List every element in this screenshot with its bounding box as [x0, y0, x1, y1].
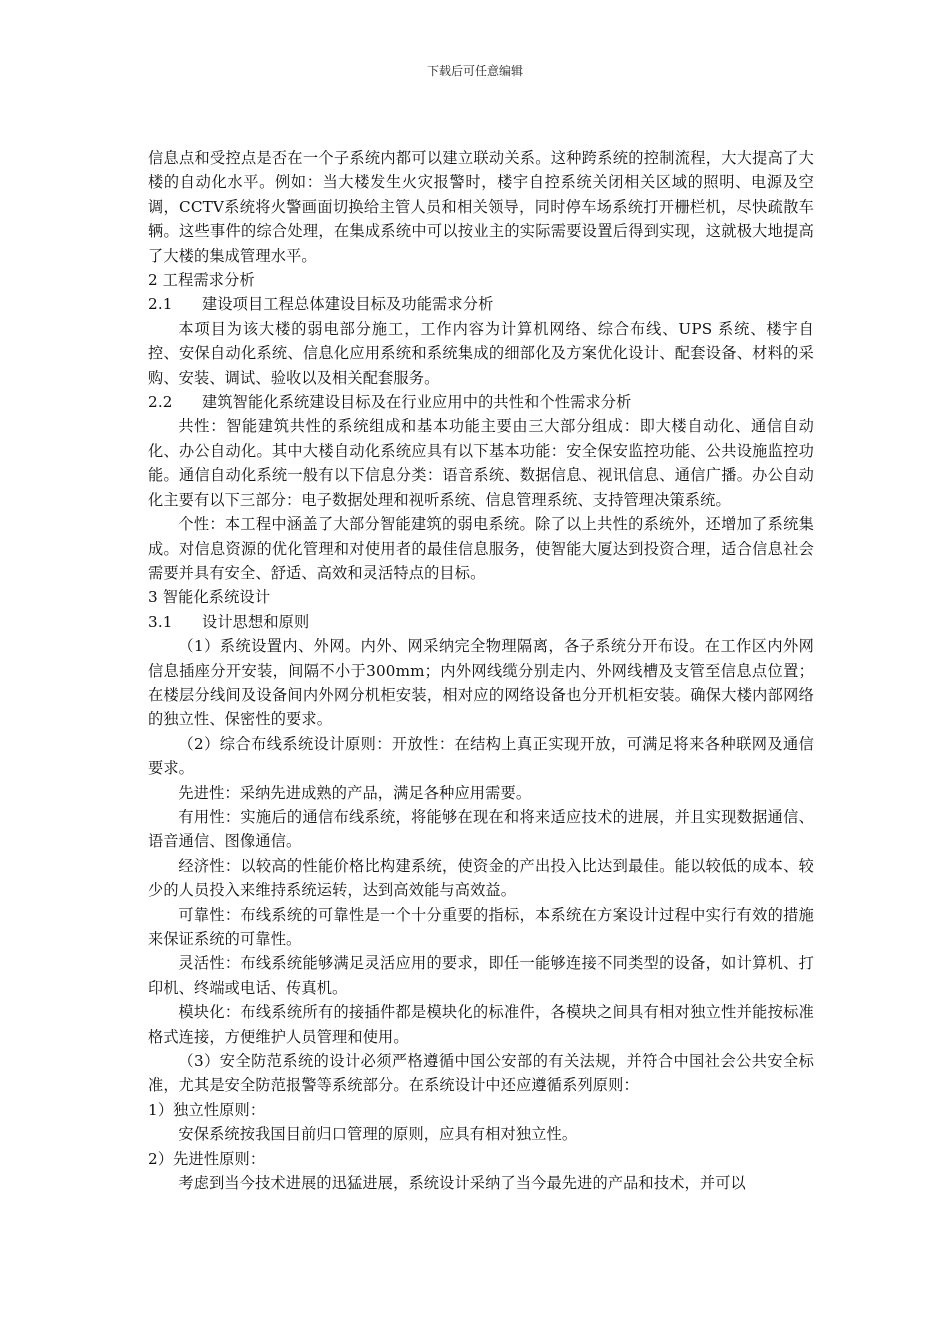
page-header: 下载后可任意编辑	[426, 64, 523, 78]
paragraph: 考虑到当今技术进展的迅猛进展，系统设计采纳了当今最先进的产品和技术，并可以	[178, 1174, 746, 1193]
subsection-title: 建筑智能化系统建设目标及在行业应用中的共性和个性需求分析	[202, 393, 632, 412]
paragraph: 个性：本工程中涵盖了大部分智能建筑的弱电系统。除了以上共性的系统外，还增加了系统集成。对信息资源的优化管理和对使用者的最佳信息服务，使智能大厦达到投资合理，适合信息社会需要并具有安全、舒适、高效和灵活特点的目标。	[148, 515, 814, 582]
list-heading: 2）先进性原则：	[148, 1149, 266, 1168]
subsection-heading	[148, 292, 814, 316]
list-heading: 1）独立性原则：	[148, 1100, 266, 1119]
subsection-title: 设计思想和原则	[202, 612, 310, 631]
section-heading: 2 工程需求分析	[148, 271, 255, 290]
paragraph: 有用性：实施后的通信布线系统，将能够在现在和将来适应技术的进展，并且实现数据通信、语音通信、图像通信。	[148, 807, 814, 851]
paragraph: 模块化：布线系统所有的接插件都是模块化的标准件，各模块之间具有相对独立性并能按标准格式连接，方便维护人员管理和使用。	[148, 1003, 814, 1046]
paragraph: （2）综合布线系统设计原则：开放性：在结构上真正实现开放，可满足将来各种联网及通信要求。	[148, 734, 814, 778]
paragraph: 共性：智能建筑共性的系统组成和基本功能主要由三大部分组成：即大楼自动化、通信自动化、办公自动化。其中大楼自动化系统应具有以下基本功能：安全保安监控功能、公共设施监控功能。通信自动化系统一般有以下信息分类：语音系统、数据信息、视讯信息、通信广播。办公自动化主要有以下三部分：电子数据处理和视听系统、信息管理系统、支持管理决策系统。	[148, 417, 814, 509]
section-heading: 3 智能化系统设计	[148, 588, 271, 607]
paragraph: 可靠性：布线系统的可靠性是一个十分重要的指标，本系统在方案设计过程中实行有效的措施来保证系统的可靠性。	[148, 905, 814, 948]
paragraph: 灵活性：布线系统能够满足灵活应用的要求，即任一能够连接不同类型的设备，如计算机、打印机、终端或电话、传真机。	[148, 954, 814, 997]
subsection-heading	[148, 610, 814, 634]
paragraph: 安保系统按我国目前归口管理的原则，应具有相对独立性。	[178, 1125, 578, 1144]
subsection-heading	[148, 390, 814, 414]
document-body	[148, 146, 814, 1195]
paragraph: （3）安全防范系统的设计必须严格遵循中国公安部的有关法规，并符合中国社会公共安全标准，尤其是安全防范报警等系统部分。在系统设计中还应遵循系列原则：	[148, 1052, 814, 1095]
paragraph: （1）系统设置内、外网。内外、网采纳完全物理隔离，各子系统分开布设。在工作区内外网信息插座分开安装，间隔不小于300mm；内外网线缆分别走内、外网线槽及支管至信息点位置；在楼层分线间及设备间内外网分机柜安装，相对应的网络设备也分开机柜安装。确保大楼内部网络的独立性、保密性的要求。	[148, 637, 814, 729]
paragraph: 本项目为该大楼的弱电部分施工，工作内容为计算机网络、综合布线、UPS 系统、楼宇自控、安保自动化系统、信息化应用系统和系统集成的细部化及方案优化设计、配套设备、材料的采购、安装、调试、验收以及相关配套服务。	[148, 319, 814, 387]
subsection-number: 3.1	[148, 612, 173, 631]
subsection-title: 建设项目工程总体建设目标及功能需求分析	[202, 295, 494, 314]
paragraph: 先进性：采纳先进成熟的产品，满足各种应用需要。	[178, 783, 532, 802]
subsection-number: 2.1	[148, 295, 173, 314]
subsection-number: 2.2	[148, 393, 173, 412]
paragraph: 信息点和受控点是否在一个子系统内都可以建立联动关系。这种跨系统的控制流程，大大提高了大楼的自动化水平。例如：当大楼发生火灾报警时，楼宇自控系统关闭相关区域的照明、电源及空调，CCTV系统将火警画面切换给主管人员和相关领导，同时停车场系统打开栅栏机，尽快疏散车辆。这些事件的综合处理，在集成系统中可以按业主的实际需要设置后得到实现，这就极大地提高了大楼的集成管理水平。	[148, 149, 814, 265]
paragraph: 经济性：以较高的性能价格比构建系统，使资金的产出投入比达到最佳。能以较低的成本、较少的人员投入来维持系统运转，达到高效能与高效益。	[148, 856, 814, 900]
